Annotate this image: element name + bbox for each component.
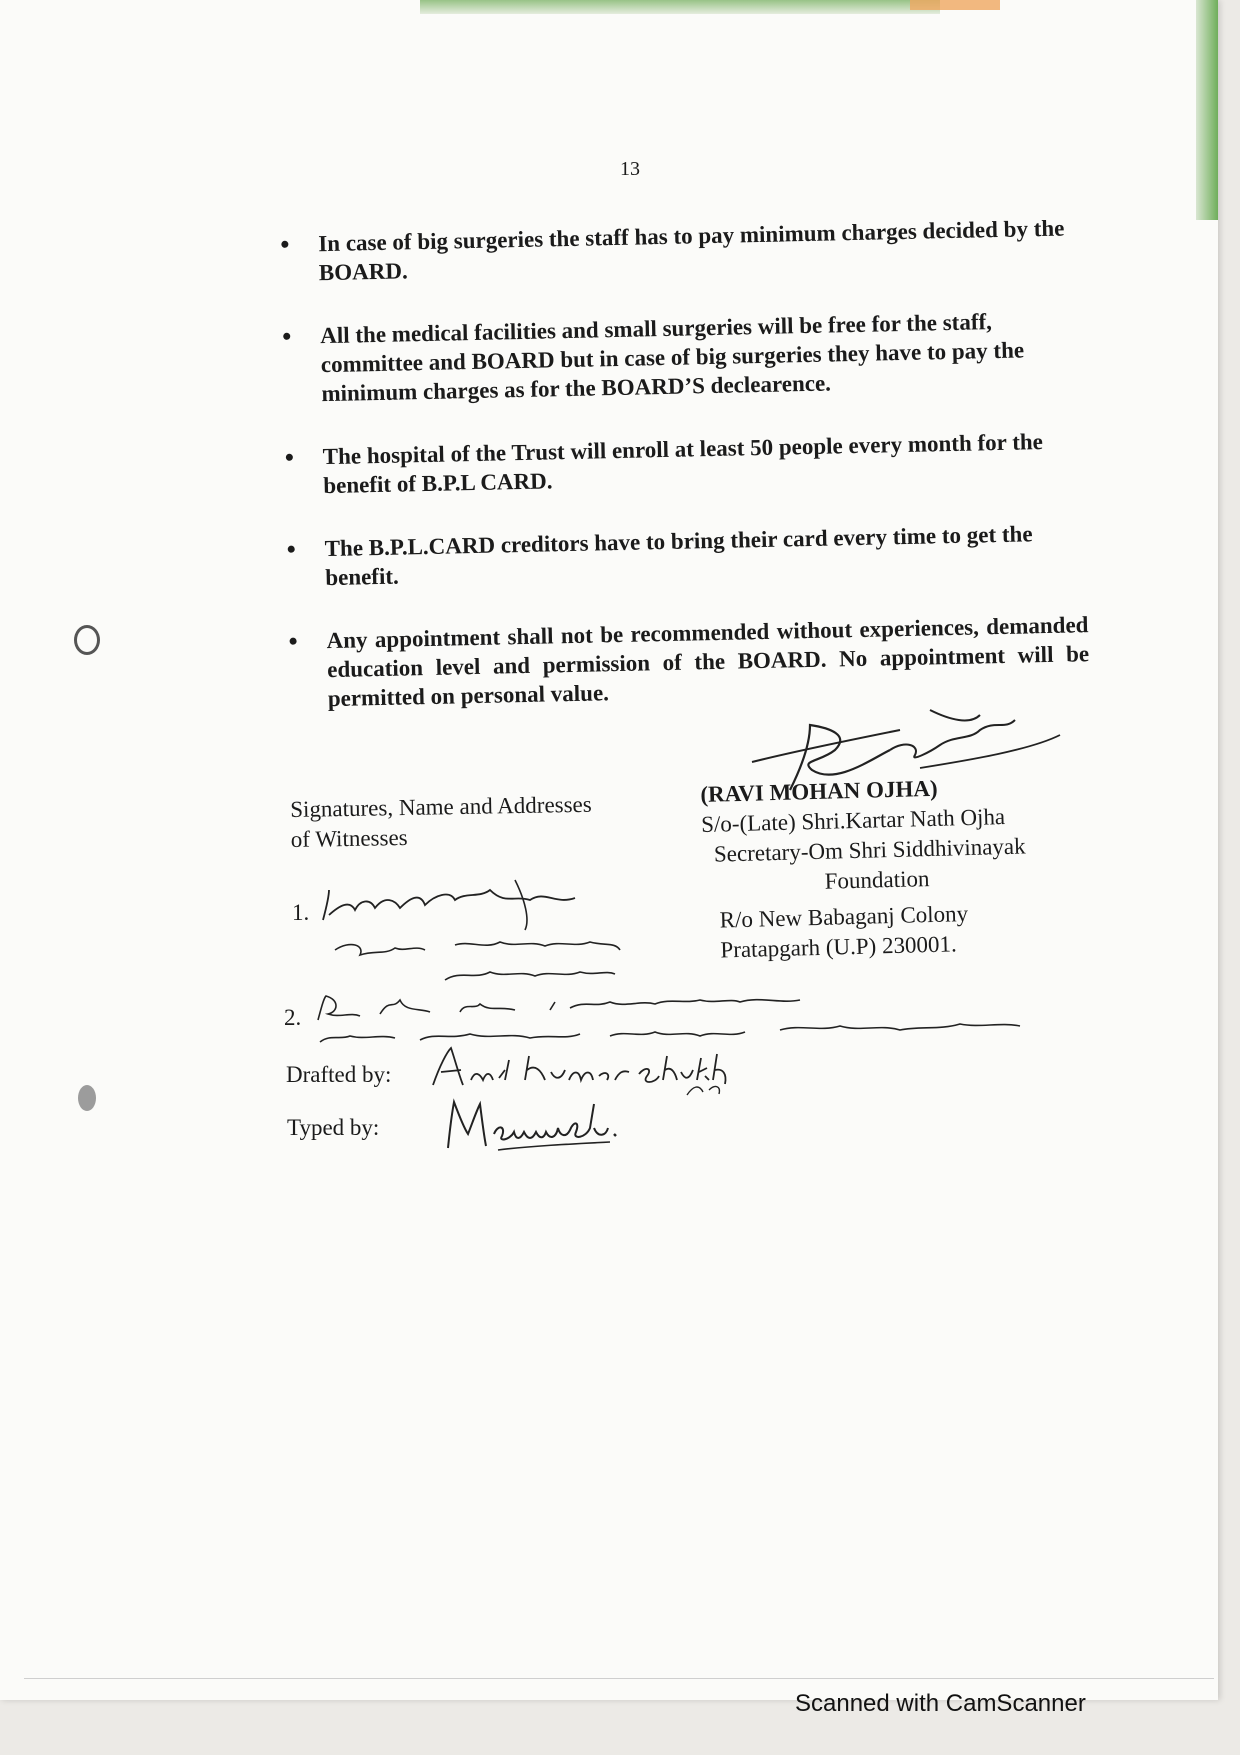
bullet-item: • The B.P.L.CARD creditors have to bring their card every time to get the benefit.	[286, 518, 1087, 593]
witness-heading-line2: of Witnesses	[290, 824, 408, 852]
page-bottom-line	[24, 1678, 1214, 1679]
bullet-item: • In case of big surgeries the staff has to pay minimum charges decided by the BOARD.	[280, 213, 1081, 288]
top-edge-decoration-orange	[910, 0, 1000, 10]
page-number: 13	[620, 158, 640, 180]
drafted-by-label: Drafted by:	[286, 1062, 392, 1087]
signatory-title-line2: Foundation	[824, 866, 930, 894]
bullet-item: • Any appointment shall not be recommended without experiences, demanded education level and permission of the BOARD. No appointment will be permitted on personal value.	[288, 610, 1090, 714]
signatory-address-line1: R/o New Babaganj Colony	[719, 901, 969, 933]
typed-by-signature	[440, 1088, 640, 1163]
witness-2-number: 2.	[284, 1005, 302, 1030]
signatory-name: (RAVI MOHAN OJHA)	[700, 775, 938, 807]
witness-1-number: 1.	[292, 900, 310, 925]
punch-hole-mark	[78, 1085, 96, 1111]
bullet-item: • The hospital of the Trust will enroll at least 50 people every month for the benefit of B.P.L CARD.	[284, 426, 1085, 501]
witness-heading-line1: Signatures, Name and Addresses	[290, 791, 592, 822]
signatory-relation: S/o-(Late) Shri.Kartar Nath Ojha	[700, 804, 1006, 837]
top-edge-decoration	[420, 0, 940, 14]
witness-heading	[290, 788, 671, 855]
page-edge-decoration	[1196, 0, 1218, 220]
bullet-item: • All the medical facilities and small surgeries will be free for the staff, committee and BOARD but in case of big surgeries they have to pay the minimum charges as for the BOARD’S declearence.	[282, 305, 1084, 409]
signatory-block	[700, 769, 1125, 966]
signatory-title-line1: Secretary-Om Shri Siddhivinayak	[713, 833, 1026, 867]
signatory-address-line2: Pratapgarh (U.P) 230001.	[720, 931, 958, 963]
punch-hole-mark	[74, 625, 100, 655]
bullet-list	[280, 213, 1091, 748]
witness-1-signature	[315, 870, 715, 995]
camscanner-watermark: Scanned with CamScanner	[795, 1690, 1086, 1717]
typed-by-label: Typed by:	[287, 1115, 380, 1140]
